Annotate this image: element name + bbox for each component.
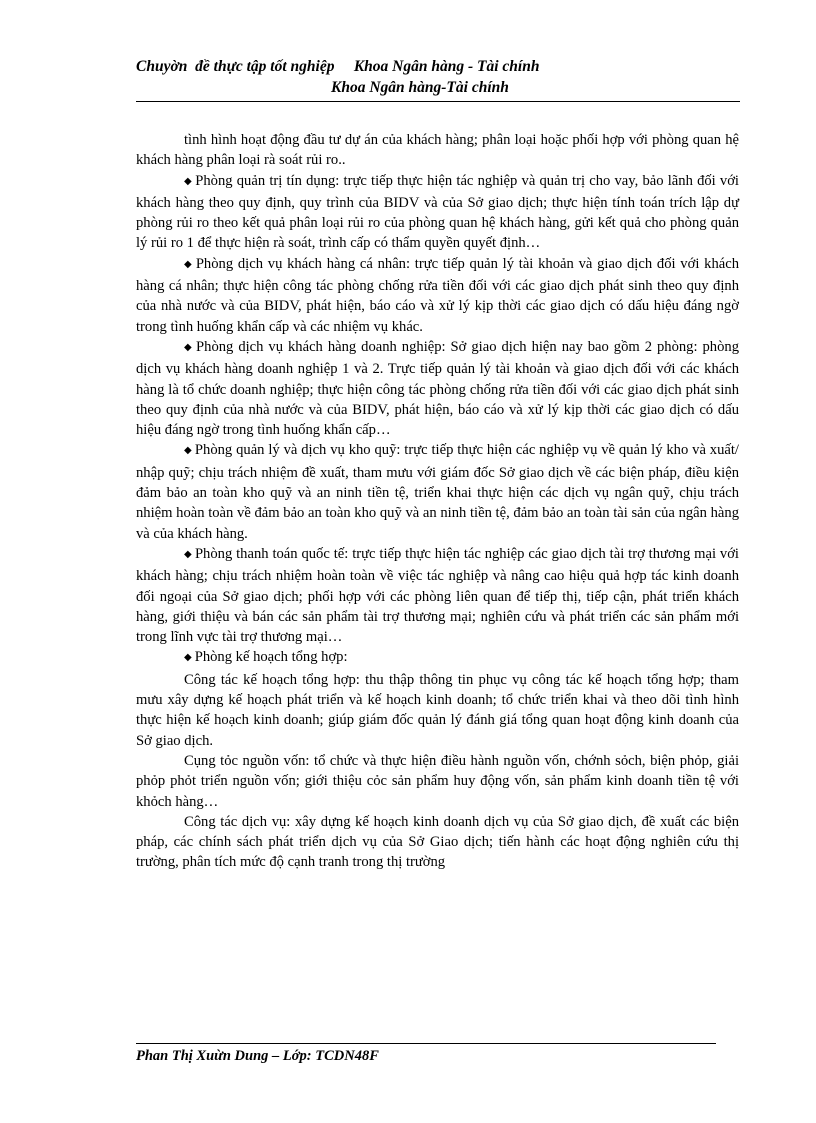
paragraph-credit-management: ◆ Phòng quản trị tín dụng: trực tiếp thực hiện tác nghiệp và quản trị cho vay, bảo lãnh đối với khách hàng theo quy định, quy trình của BIDV và của Sở giao dịch; thực hiện tính toán trích lập dự phòng rủi ro theo kết quả phân loại rủi ro của phòng quan hệ khách hàng, gửi kết quả cho phòng quản lý rủi ro 1 để thực hiện rà soát, trình cấp có thẩm quyền quyết định… (136, 172, 739, 252)
diamond-bullet-icon: ◆ (184, 258, 193, 270)
header-divider (136, 101, 740, 102)
document-body (136, 130, 739, 873)
paragraph-continuation: tình hình hoạt động đầu tư dự án của khách hàng; phân loại hoặc phối hợp với phòng quan hệ khách hàng phân loại rà soát rủi ro.. (136, 132, 739, 169)
header-subtitle-line: Khoa Ngân hàng-Tài chính (331, 79, 509, 96)
paragraph-individual-services: ◆ Phòng dịch vụ khách hàng cá nhân: trực tiếp quản lý tài khoản và giao dịch đối với khách hàng cá nhân; thực hiện công tác phòng chống rửa tiền đối với các giao dịch phát sinh theo quy định của nhà nước và của BIDV, phát hiện, báo cáo và xử lý kịp thời các giao dịch có dấu hiệu đáng ngờ trong tình huống khẩn cấp và các nhiệm vụ khác. (136, 255, 739, 335)
paragraph-international-payment: ◆ Phòng thanh toán quốc tế: trực tiếp thực hiện tác nghiệp các giao dịch tài trợ thương mại với khách hàng; chịu trách nhiệm hoàn toàn về việc tác nghiệp và nâng cao hiệu quả hợp tác kinh doanh đối ngoại của Sở giao dịch; phối hợp với các phòng liên quan để tiếp thị, tiếp cận, phát triển khách hàng, giới thiệu và bán các sản phẩm tài trợ thương mại; nghiên cứu và phát triển các sản phẩm mới trong lĩnh vực tài trợ thương mại… (136, 545, 739, 646)
page-footer: Phan Thị Xuừn Dung – Lớp: TCDN48F (136, 1048, 379, 1064)
page-header (136, 56, 740, 98)
paragraph-services: Công tác dịch vụ: xây dựng kế hoạch kinh doanh dịch vụ của Sở giao dịch, đề xuất các biện pháp, các chính sách phát triển dịch vụ của Sở Giao dịch; tiến hành các hoạt động nghiên cứu thị trường, phân tích mức độ cạnh tranh trong thị trường (136, 813, 739, 871)
diamond-bullet-icon: ◆ (184, 175, 193, 187)
diamond-bullet-icon: ◆ (184, 652, 192, 664)
diamond-bullet-icon: ◆ (184, 341, 194, 353)
paragraph-corporate-services: ◆ Phòng dịch vụ khách hàng doanh nghiệp: Sở giao dịch hiện nay bao gồm 2 phòng: phòng dịch vụ khách hàng doanh nghiệp 1 và 2. Trực tiếp quản lý tài khoản và giao dịch đối với các khách hàng là tổ chức doanh nghiệp; thực hiện công tác phòng chống rửa tiền đối với các giao dịch phát sinh theo quy định của nhà nước và của BIDV, phát hiện, báo cáo và xử lý kịp thời các giao dịch có dấu hiệu đáng ngờ trong tình huống khẩn cấp… (136, 338, 739, 439)
paragraph-planning-heading: ◆ Phòng kế hoạch tổng hợp: (184, 649, 348, 666)
paragraph-planning-general: Công tác kế hoạch tổng hợp: thu thập thông tin phục vụ công tác kế hoạch tổng hợp; tham mưu xây dựng kế hoạch phát triển và kế hoạch kinh doanh; tổ chức triển khai và theo dõi tình hình thực hiện kế hoạch kinh doanh; giúp giám đốc quản lý đánh giá tổng quan hoạt động kinh doanh của Sở giao dịch. (136, 671, 739, 749)
footer-divider (136, 1043, 716, 1044)
paragraph-capital-sources: Cụng tỏc nguồn vốn: tổ chức và thực hiện điều hành nguồn vốn, chớnh sỏch, biện phỏp, giải phỏp phỏt triển nguồn vốn; giới thiệu cỏc sản phẩm huy động vốn, sản phẩm kinh doanh tiền tệ với khỏch hàng… (136, 752, 739, 810)
paragraph-treasury: ◆ Phòng quản lý và dịch vụ kho quỹ: trực tiếp thực hiện các nghiệp vụ về quản lý kho và xuất/ nhập quỹ; chịu trách nhiệm đề xuất, tham mưu với giám đốc Sở giao dịch về các biện pháp, điều kiện đảm bảo an toàn kho quỹ và an ninh tiền tệ, triển khai thực hiện các dịch vụ ngân quỹ, chịu trách nhiệm hoàn toàn về đảm bảo an toàn kho quỹ và an ninh tiền tệ, đảm bảo an toàn tài sản của ngân hàng và của khách hàng. (136, 442, 739, 542)
header-title-line: Chuyờn đề thực tập tốt nghiệp Khoa Ngân hàng - Tài chính (136, 58, 540, 75)
diamond-bullet-icon: ◆ (184, 548, 192, 560)
diamond-bullet-icon: ◆ (184, 445, 192, 457)
